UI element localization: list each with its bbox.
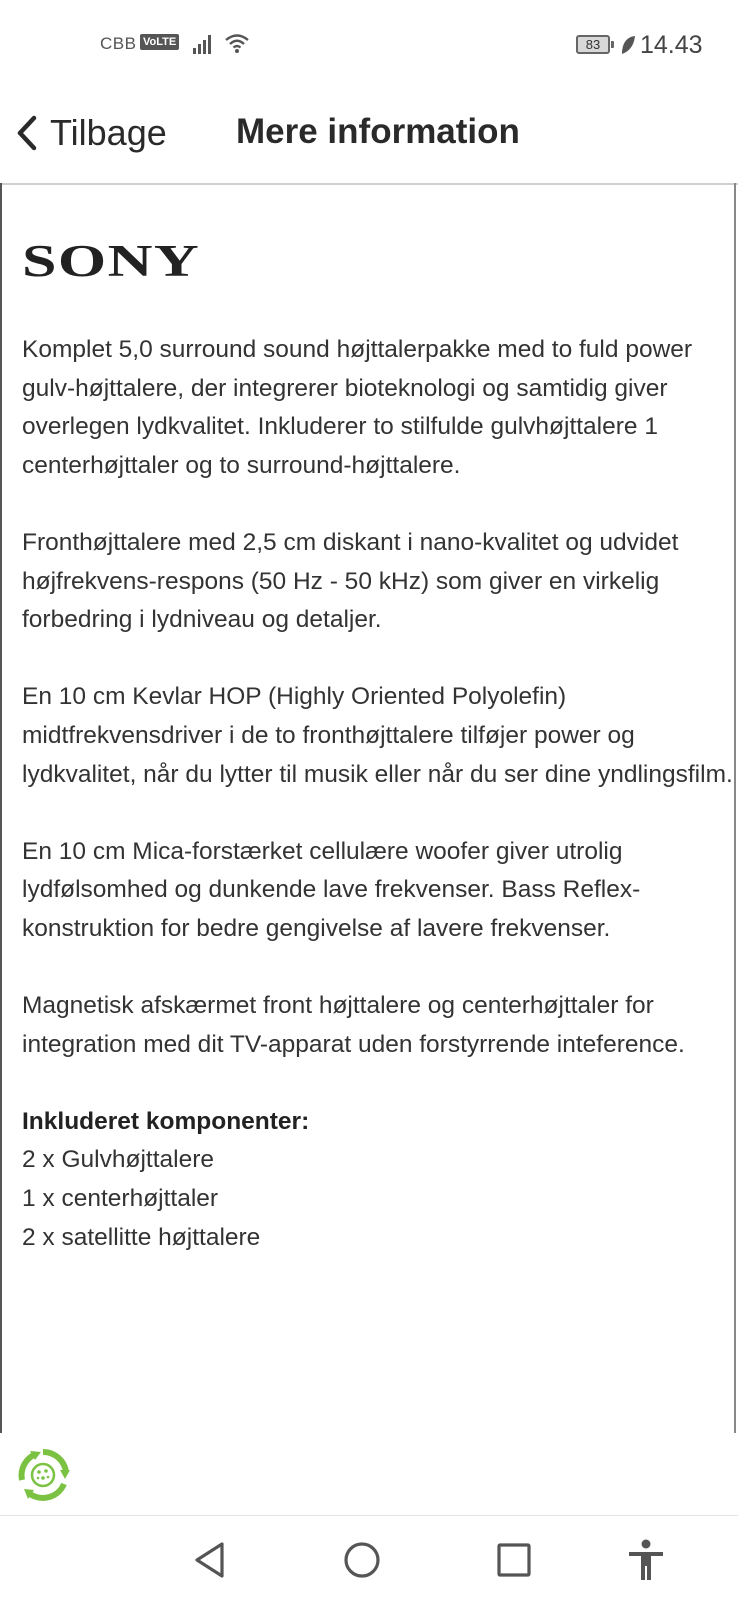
components-list — [22, 1141, 734, 1257]
description-paragraph: En 10 cm Mica-forstærket cellulære woofer giver utrolig lydfølsomhed og dunkende lave frekvenser. Bass Reflex-konstruktion for bedre gengivelse af lavere frekvenser. — [22, 837, 641, 942]
nav-home-button[interactable] — [338, 1536, 386, 1584]
nav-recents-button[interactable] — [490, 1536, 538, 1584]
back-chevron-icon — [12, 113, 42, 153]
status-bar — [0, 0, 738, 90]
system-nav-bar — [0, 1515, 738, 1601]
signal-icon — [192, 33, 214, 60]
product-description — [22, 331, 734, 1257]
home-circle-icon — [342, 1540, 382, 1580]
description-paragraph: Komplet 5,0 surround sound højttalerpakke med to fuld power gulv-højttalere, der integrerer bioteknologi og samtidig giver overlegen lydkvalitet. Inkluderer to stilfulde gulvhøjttalere 1 centerhøjttaler og to surround-højttalere. — [22, 336, 693, 479]
recycle-badge-icon[interactable] — [14, 1446, 72, 1504]
clock: 14.43 — [640, 31, 703, 59]
back-button[interactable] — [12, 108, 167, 158]
accessibility-icon — [626, 1538, 666, 1582]
volte-badge: VoLTE — [140, 34, 179, 50]
component-item: 2 x satellitte højttalere — [22, 1223, 261, 1251]
component-item: 1 x centerhøjttaler — [22, 1185, 219, 1213]
description-paragraph: Fronthøjttalere med 2,5 cm diskant i nano-kvalitet og udvidet højfrekvens-respons (50 Hz - 50 kHz) som giver en virkelig forbedring i lydniveau og detaljer. — [22, 528, 679, 634]
header — [0, 90, 738, 185]
components-heading: Inkluderet komponenter: — [22, 1107, 310, 1135]
wifi-icon — [224, 32, 250, 59]
brand-logo: SONY — [22, 236, 201, 286]
nav-accessibility-button[interactable] — [622, 1536, 670, 1584]
recents-square-icon — [495, 1541, 533, 1579]
carrier-name: CBB — [100, 34, 137, 53]
leaf-icon — [620, 34, 636, 61]
description-paragraph: Magnetisk afskærmet front højttalere og centerhøjttaler for integration med dit TV-apparat uden forstyrrende inteference. — [22, 992, 685, 1058]
back-triangle-icon — [192, 1540, 228, 1580]
back-label: Tilbage — [50, 112, 167, 153]
battery-icon: 83 — [576, 35, 610, 54]
page-title: Mere information — [236, 112, 520, 151]
nav-back-button[interactable] — [186, 1536, 234, 1584]
description-paragraph: En 10 cm Kevlar HOP (Highly Oriented Polyolefin) midtfrekvensdriver i de to fronthøjttalere tilføjer power og lydkvalitet, når du lytter til musik eller når du ser dine yndlingsfilm. — [22, 683, 733, 788]
component-item: 2 x Gulvhøjttalere — [22, 1146, 214, 1174]
product-info-content — [0, 183, 736, 1433]
battery-tip — [611, 41, 614, 48]
